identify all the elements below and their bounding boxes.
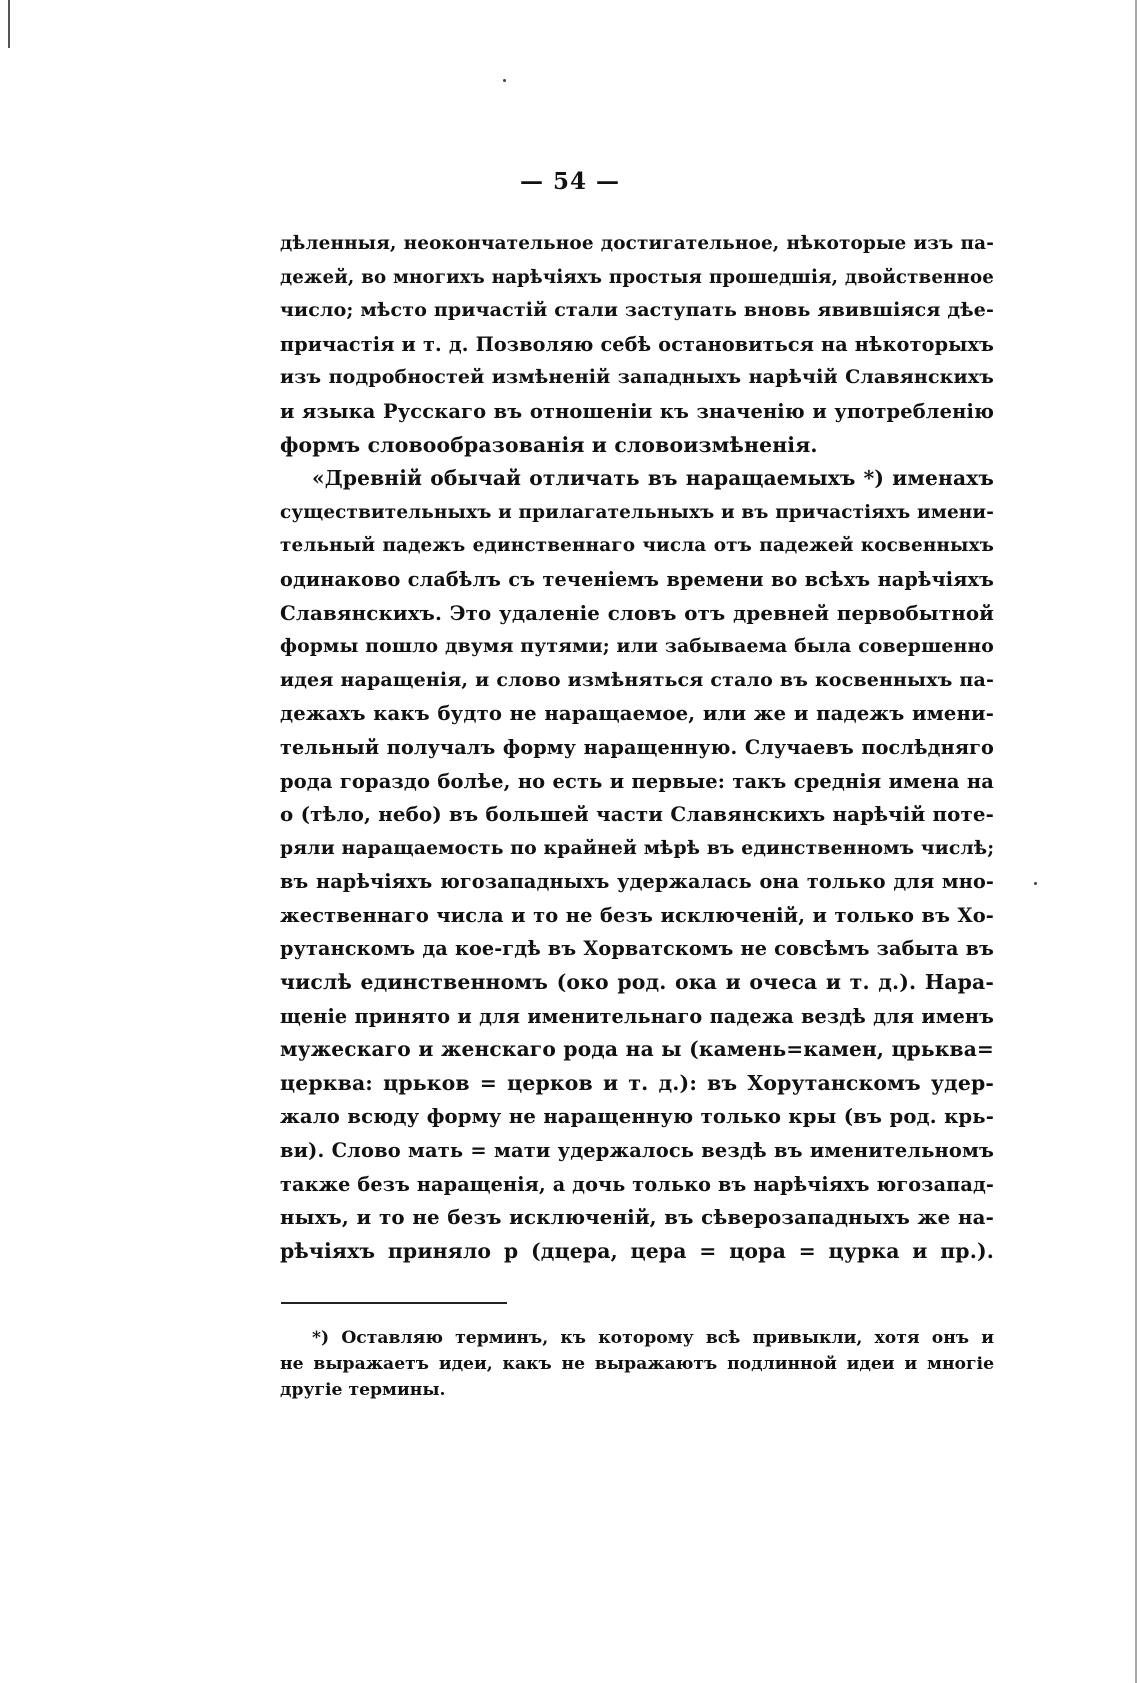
- text-line: и языка Русскаго въ отношеніи къ значенію и употребленію: [280, 399, 994, 423]
- text-line: о (тѣло, небо) въ большей части Славянскихъ нарѣчій поте-: [280, 802, 994, 827]
- footnote-line: *) Оставляю терминъ, къ которому всѣ привыкли, хотя онъ и: [312, 1328, 994, 1348]
- text-line: ряли наращаемость по крайней мѣрѣ въ единственномъ числѣ;: [280, 836, 995, 859]
- text-line: дѣленныя, неокончательное достигательное, нѣкоторые изъ па-: [280, 233, 994, 254]
- scan-speck: [1034, 882, 1037, 885]
- footnote-line: не выражаетъ идеи, какъ не выражаютъ подлинной идеи и многіе: [280, 1354, 994, 1374]
- main-text: [280, 227, 994, 1268]
- text-line: тельный падежъ единственнаго числа отъ падежей косвенныхъ: [280, 535, 994, 557]
- footnote-line: другіе термины.: [280, 1380, 446, 1400]
- scan-edge-left: [8, 0, 10, 48]
- text-line: тельный получалъ форму наращенную. Случаевъ послѣдняго: [280, 735, 994, 759]
- text-line: въ нарѣчіяхъ югозападныхъ удержалась она только для мно-: [280, 870, 994, 894]
- text-line: изъ подробностей измѣненій западныхъ нарѣчій Славянскихъ: [280, 366, 994, 389]
- text-line: «Древній обычай отличать въ наращаемыхъ *) именахъ: [312, 466, 994, 491]
- text-line: причастія и т. д. Позволяю себѣ остановиться на нѣкоторыхъ: [280, 332, 994, 356]
- text-line: формъ словообразованія и словоизмѣненія.: [280, 432, 818, 457]
- page-number: — 54 —: [519, 168, 621, 195]
- text-line: рѣчіяхъ приняло р (дцера, цера = цора = цурка и пр.).: [280, 1238, 994, 1263]
- text-line: рутанскомъ да кое-гдѣ въ Хорватскомъ не совсѣмъ забыта въ: [280, 937, 994, 961]
- scan-speck: [503, 79, 506, 82]
- footnote: [280, 1325, 994, 1403]
- footnote-divider: [281, 1302, 507, 1304]
- text-line: церква: црьков = церков и т. д.): въ Хорутанскомъ удер-: [280, 1070, 994, 1095]
- text-line: Славянскихъ. Это удаленіе словъ отъ древней первобытной: [280, 600, 994, 625]
- text-line: ви). Слово мать = мати удержалось вездѣ въ именительномъ: [280, 1139, 994, 1163]
- text-line: числѣ единственномъ (око род. ока и очеса и т. д.). Нара-: [280, 970, 994, 995]
- text-line: дежей, во многихъ нарѣчіяхъ простыя прошедшія, двойственное: [280, 266, 994, 288]
- text-line: также безъ наращенія, а дочь только въ нарѣчіяхъ югозапад-: [280, 1172, 994, 1196]
- text-line: формы пошло двумя путями; или забываема была совершенно: [280, 635, 994, 658]
- text-line: число; мѣсто причастій стали заступать вновь явившіяся дѣе-: [280, 299, 994, 322]
- text-line: одинаково слабѣлъ съ теченіемъ времени во всѣхъ нарѣчіяхъ: [280, 567, 994, 591]
- text-line: рода гораздо болѣе, но есть и первые: такъ среднія имена на: [280, 769, 994, 793]
- text-line: ныхъ, и то не безъ исключеній, въ сѣверозападныхъ же на-: [280, 1205, 994, 1230]
- text-line: существительныхъ и прилагательныхъ и въ причастіяхъ имени-: [280, 501, 994, 523]
- text-line: мужескаго и женскаго рода на ы (камень=камен, црьква=: [280, 1037, 994, 1062]
- text-line: щеніе принято и для именительнаго падежа вездѣ для именъ: [280, 1004, 994, 1028]
- text-line: идея наращенія, и слово измѣняться стало въ косвенныхъ па-: [280, 668, 994, 691]
- text-line: жало всюду форму не наращенную только кры (въ род. крь-: [280, 1105, 994, 1129]
- text-line: жественнаго числа и то не безъ исключеній, и только въ Хо-: [280, 903, 994, 927]
- scan-edge-right: [1135, 0, 1137, 1683]
- text-line: дежахъ какъ будто не наращаемое, или же и падежъ имени-: [280, 702, 994, 726]
